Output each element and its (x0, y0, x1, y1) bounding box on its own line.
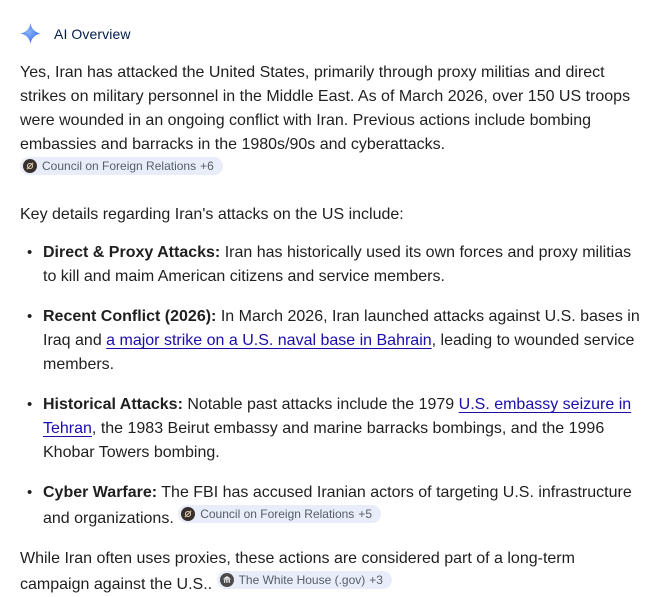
tehran-embassy-link[interactable]: U.S. embassy seizure in Tehran (43, 396, 632, 437)
white-house-favicon-icon (220, 573, 234, 587)
citation-chip-count: +6 (200, 159, 214, 173)
ai-overview-header (20, 22, 645, 45)
key-details-list (20, 241, 645, 531)
citation-chip-label: Council on Foreign Relations (42, 159, 197, 173)
bullet-text: , leading to wounded service members. (43, 332, 635, 373)
bullet-text: Notable past attacks include the 1979 (182, 396, 459, 413)
cfr-favicon-icon (181, 507, 195, 521)
closing-text: While Iran often uses proxies, these actions are considered part of a long-term campaign against the U.S.. (20, 550, 575, 593)
intro-text: Yes, Iran has attacked the United States, primarily through proxy militias and direct strikes on military personnel in the Middle East. As of March 2026, over 150 US troops were wounded in an ongoing conflict with Iran. Previous actions include bombing embassies and barracks in the 1980s/90s and cyberattacks. (20, 64, 631, 153)
list-item-direct-proxy-attacks (20, 241, 645, 289)
ai-overview-title: AI Overview (54, 25, 131, 42)
citation-chip-cfr-2[interactable] (178, 505, 381, 523)
bullet-text: Iran has historically used its own forces and proxy militias to kill and maim American citizens and service members. (43, 244, 632, 285)
bullet-text: , the 1983 Beirut embassy and marine barracks bombings, and the 1996 Khobar Towers bombing. (43, 420, 605, 461)
citation-chip-count: +3 (369, 573, 383, 587)
list-item-recent-conflict (20, 305, 645, 377)
bullet-text: The FBI has accused Iranian actors of targeting U.S. infrastructure and organizations. (43, 484, 632, 527)
key-details-heading: Key details regarding Iran's attacks on the US include: (20, 206, 404, 223)
gemini-sparkle-icon (20, 22, 41, 45)
cfr-favicon-icon (23, 159, 37, 173)
bullet-bold-label: Recent Conflict (2026): (43, 308, 217, 325)
citation-chip-cfr[interactable] (20, 157, 223, 175)
closing-paragraph (20, 547, 645, 597)
citation-chip-label: The White House (.gov) (238, 573, 366, 587)
bahrain-strike-link[interactable]: a major strike on a U.S. naval base in Bahrain (106, 332, 432, 349)
bullet-text: In March 2026, Iran launched attacks against U.S. bases in Iraq and (43, 308, 640, 349)
bullet-bold-label: Cyber Warfare: (43, 484, 158, 501)
citation-chip-white-house[interactable] (217, 571, 392, 589)
intro-paragraph (20, 61, 645, 183)
citation-chip-label: Council on Foreign Relations (200, 507, 355, 521)
bullet-bold-label: Historical Attacks: (43, 396, 183, 413)
bullet-bold-label: Direct & Proxy Attacks: (43, 244, 221, 261)
citation-chip-count: +5 (358, 507, 372, 521)
list-item-historical-attacks (20, 393, 645, 465)
list-item-cyber-warfare (20, 481, 645, 531)
